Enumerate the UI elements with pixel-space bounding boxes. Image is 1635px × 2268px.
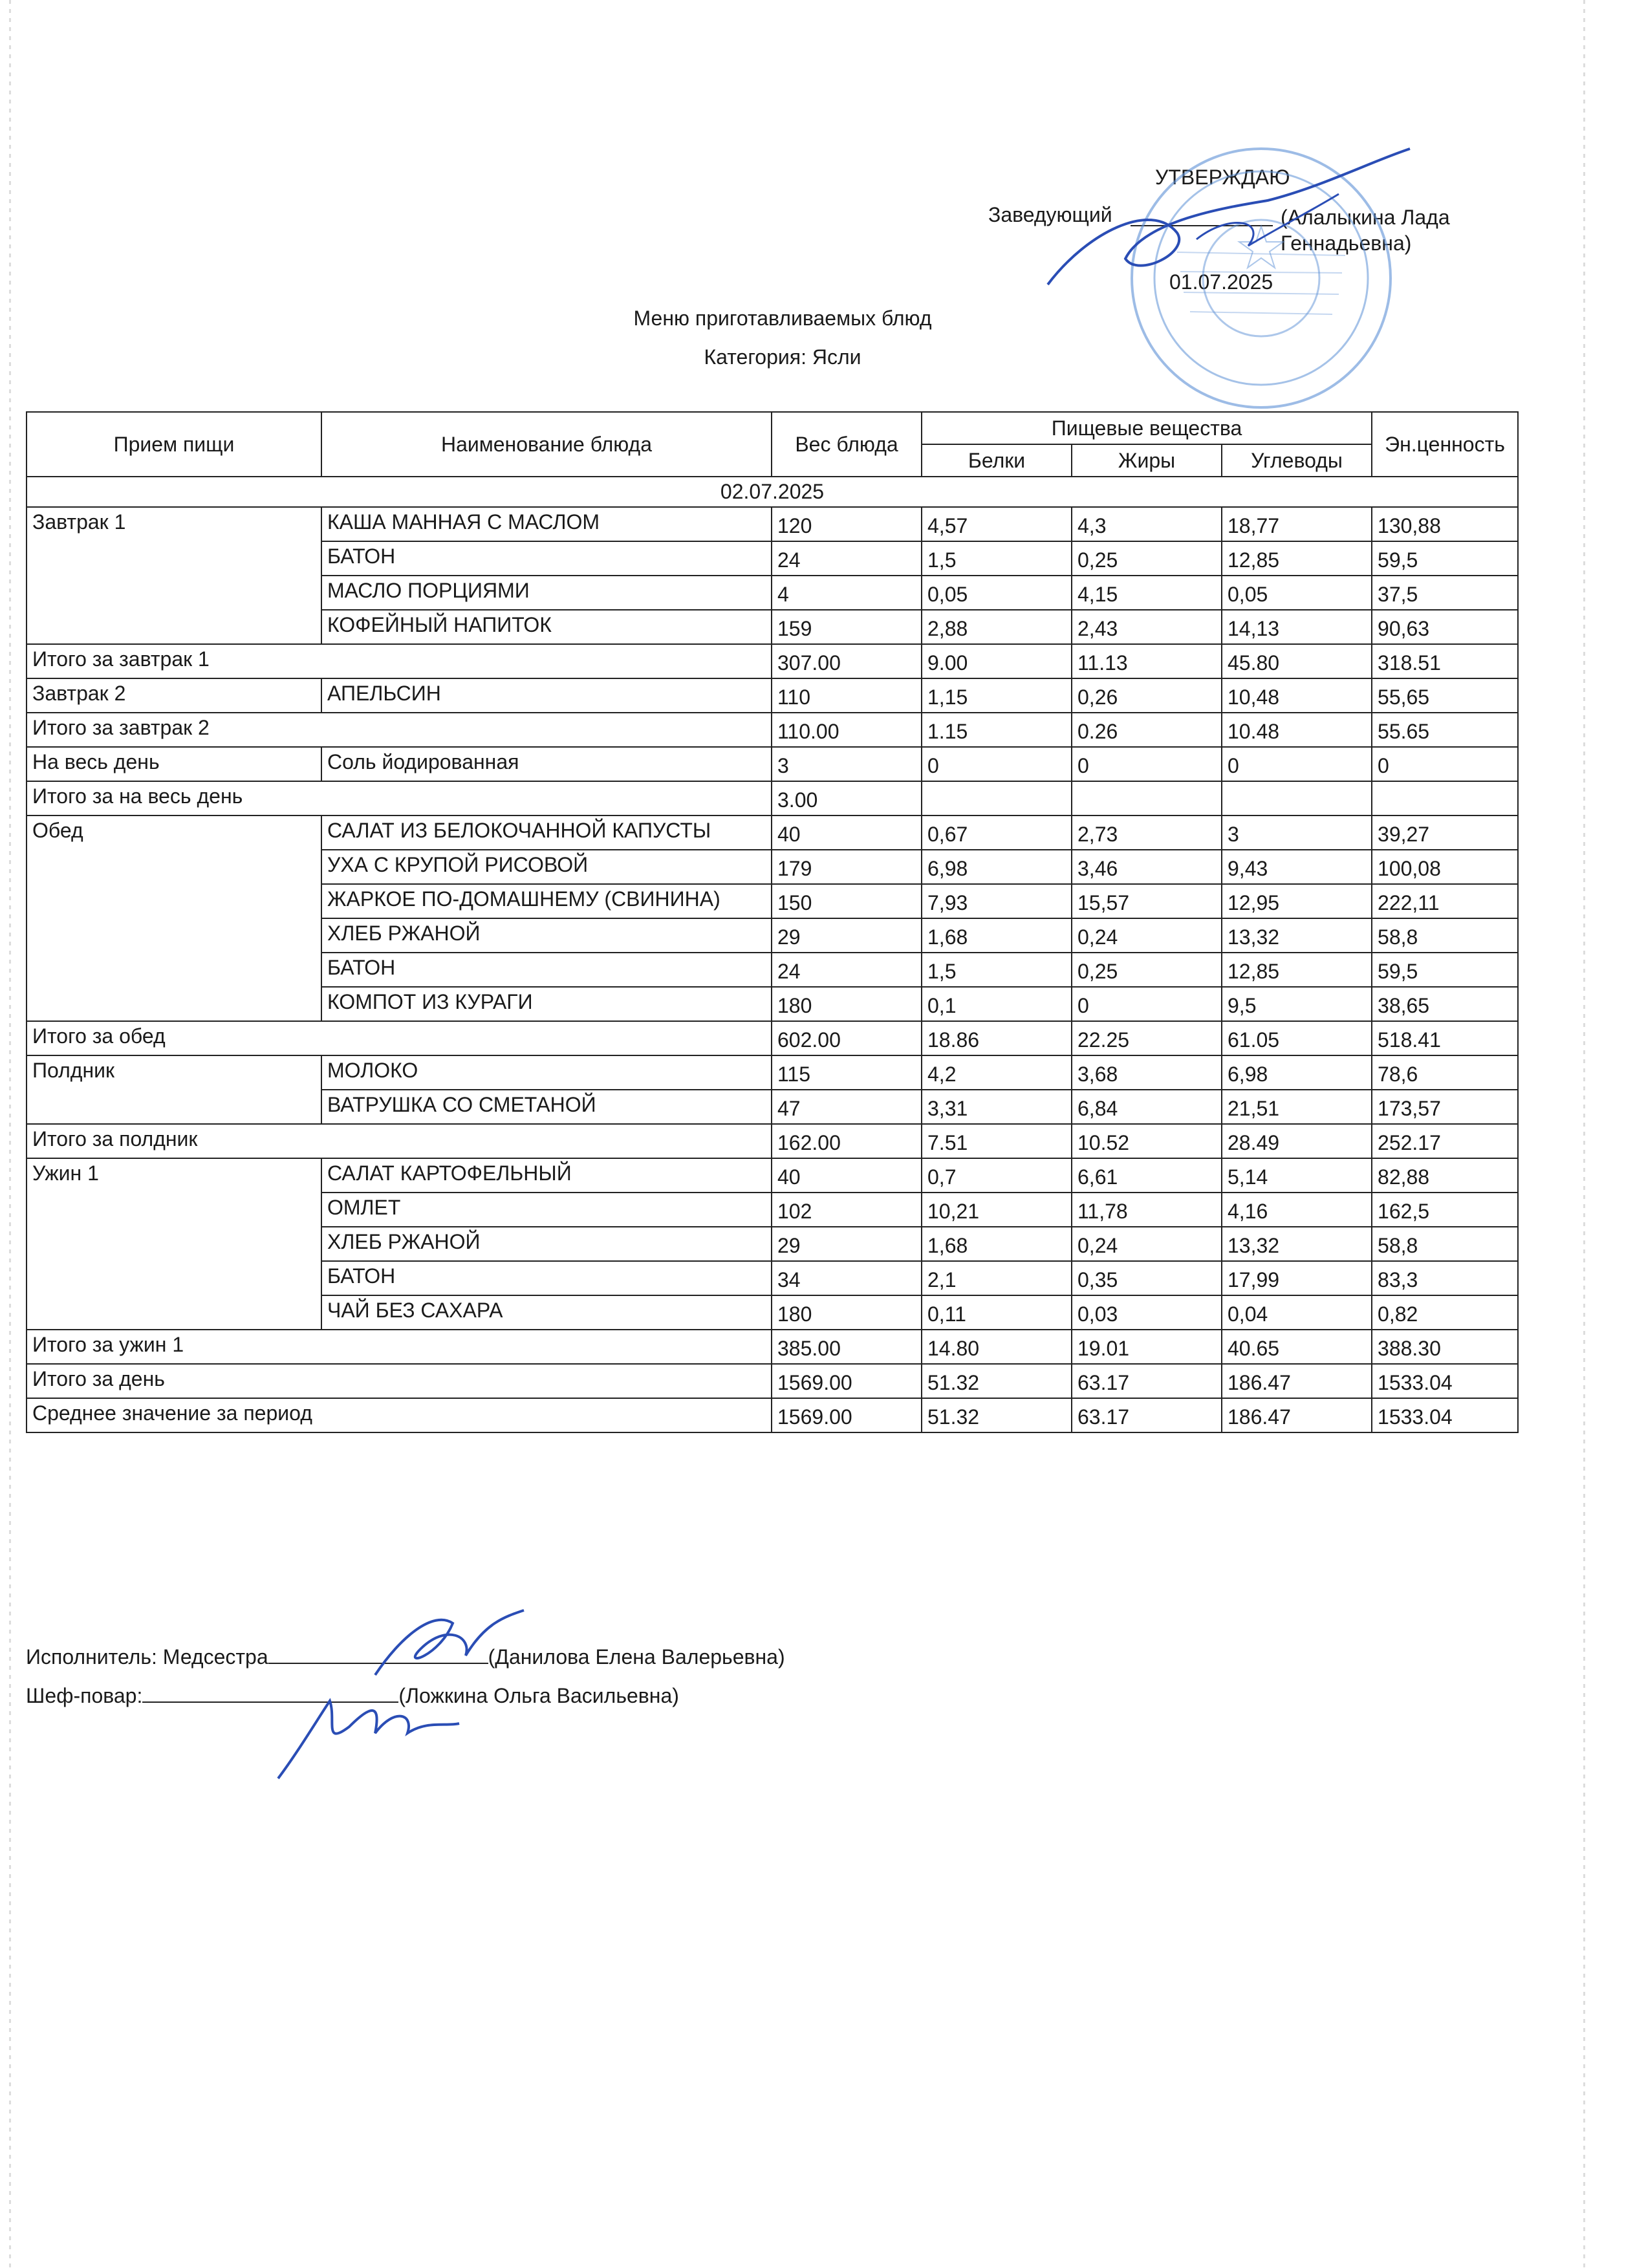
- carbs-cell: 6,98: [1222, 1055, 1372, 1090]
- executor-label: Исполнитель: Медсестра: [26, 1645, 268, 1669]
- approval-name: (Алалыкина Лада Геннадьевна): [1281, 206, 1450, 255]
- meal-cell: Завтрак 1: [27, 507, 321, 644]
- weight-total-cell: 307.00: [772, 644, 922, 678]
- total-row: [27, 1021, 1518, 1055]
- fat-cell: 11,78: [1072, 1193, 1222, 1227]
- executor-name: (Данилова Елена Валерьевна): [488, 1645, 785, 1669]
- carbs-cell: 12,85: [1222, 541, 1372, 576]
- protein-cell: 1,15: [922, 678, 1072, 713]
- carbs-cell: 21,51: [1222, 1090, 1372, 1124]
- dish-cell: ХЛЕБ РЖАНОЙ: [321, 918, 772, 953]
- approval-position: Заведующий: [988, 203, 1112, 226]
- protein-cell: 4,2: [922, 1055, 1072, 1090]
- total-row: [27, 1330, 1518, 1364]
- carbs-total-cell: 45.80: [1222, 644, 1372, 678]
- document-title: Меню приготавливаемых блюд: [633, 307, 932, 330]
- carbs-cell: 0: [1222, 747, 1372, 781]
- protein-total-cell: [922, 781, 1072, 815]
- energy-cell: 58,8: [1372, 1227, 1518, 1261]
- energy-cell: 58,8: [1372, 918, 1518, 953]
- table-row: [27, 1158, 1518, 1193]
- fat-total-cell: 10.52: [1072, 1124, 1222, 1158]
- energy-cell: 0: [1372, 747, 1518, 781]
- protein-cell: 0,67: [922, 815, 1072, 850]
- weight-cell: 29: [772, 918, 922, 953]
- meal-cell: Обед: [27, 815, 321, 1021]
- energy-cell: 78,6: [1372, 1055, 1518, 1090]
- protein-cell: 0,05: [922, 576, 1072, 610]
- protein-total-cell: 51.32: [922, 1364, 1072, 1398]
- dish-cell: ОМЛЕТ: [321, 1193, 772, 1227]
- protein-cell: 1,5: [922, 953, 1072, 987]
- energy-total-cell: 1533.04: [1372, 1398, 1518, 1432]
- total-label-cell: Итого за завтрак 2: [27, 713, 772, 747]
- header-dish: Наименование блюда: [321, 412, 772, 477]
- protein-cell: 7,93: [922, 884, 1072, 918]
- energy-total-cell: [1372, 781, 1518, 815]
- chef-signature: [272, 1662, 466, 1791]
- energy-cell: 82,88: [1372, 1158, 1518, 1193]
- dish-cell: УХА С КРУПОЙ РИСОВОЙ: [321, 850, 772, 884]
- weight-cell: 159: [772, 610, 922, 644]
- weight-cell: 115: [772, 1055, 922, 1090]
- protein-cell: 1,68: [922, 1227, 1072, 1261]
- energy-cell: 0,82: [1372, 1295, 1518, 1330]
- fat-cell: 6,84: [1072, 1090, 1222, 1124]
- fat-cell: 0: [1072, 747, 1222, 781]
- weight-cell: 110: [772, 678, 922, 713]
- dish-cell: ЖАРКОЕ ПО-ДОМАШНЕМУ (СВИНИНА): [321, 884, 772, 918]
- protein-cell: 2,88: [922, 610, 1072, 644]
- table-row: [27, 1055, 1518, 1090]
- weight-total-cell: 1569.00: [772, 1364, 922, 1398]
- header-meal: Прием пищи: [27, 412, 321, 477]
- table-row: [27, 507, 1518, 541]
- dish-cell: ЧАЙ БЕЗ САХАРА: [321, 1295, 772, 1330]
- energy-cell: 83,3: [1372, 1261, 1518, 1295]
- fat-total-cell: 19.01: [1072, 1330, 1222, 1364]
- carbs-cell: 5,14: [1222, 1158, 1372, 1193]
- scan-edge-right: [1583, 0, 1585, 2268]
- weight-cell: 24: [772, 541, 922, 576]
- protein-total-cell: 14.80: [922, 1330, 1072, 1364]
- weight-cell: 47: [772, 1090, 922, 1124]
- total-row: [27, 1124, 1518, 1158]
- dish-cell: ВАТРУШКА СО СМЕТАНОЙ: [321, 1090, 772, 1124]
- meal-cell: Полдник: [27, 1055, 321, 1124]
- fat-cell: 0,25: [1072, 541, 1222, 576]
- table-row: [27, 815, 1518, 850]
- carbs-cell: 18,77: [1222, 507, 1372, 541]
- protein-cell: 0: [922, 747, 1072, 781]
- fat-cell: 4,3: [1072, 507, 1222, 541]
- energy-cell: 39,27: [1372, 815, 1518, 850]
- total-row: [27, 644, 1518, 678]
- carbs-total-cell: 28.49: [1222, 1124, 1372, 1158]
- carbs-total-cell: 186.47: [1222, 1398, 1372, 1432]
- dish-cell: БАТОН: [321, 953, 772, 987]
- dish-cell: САЛАТ ИЗ БЕЛОКОЧАННОЙ КАПУСТЫ: [321, 815, 772, 850]
- period-average-row: [27, 1398, 1518, 1432]
- fat-cell: 0,03: [1072, 1295, 1222, 1330]
- meal-cell: Завтрак 2: [27, 678, 321, 713]
- energy-cell: 37,5: [1372, 576, 1518, 610]
- weight-total-cell: 1569.00: [772, 1398, 922, 1432]
- carbs-total-cell: 186.47: [1222, 1364, 1372, 1398]
- dish-cell: АПЕЛЬСИН: [321, 678, 772, 713]
- total-label-cell: Итого за на весь день: [27, 781, 772, 815]
- carbs-cell: 3: [1222, 815, 1372, 850]
- energy-total-cell: 318.51: [1372, 644, 1518, 678]
- fat-cell: 3,68: [1072, 1055, 1222, 1090]
- weight-cell: 180: [772, 987, 922, 1021]
- weight-cell: 179: [772, 850, 922, 884]
- protein-cell: 10,21: [922, 1193, 1072, 1227]
- weight-total-cell: 385.00: [772, 1330, 922, 1364]
- protein-total-cell: 51.32: [922, 1398, 1072, 1432]
- header-nutrients: Пищевые вещества: [922, 412, 1372, 444]
- carbs-cell: 12,85: [1222, 953, 1372, 987]
- energy-cell: 100,08: [1372, 850, 1518, 884]
- energy-total-cell: 388.30: [1372, 1330, 1518, 1364]
- energy-cell: 59,5: [1372, 953, 1518, 987]
- total-label-cell: Среднее значение за период: [27, 1398, 772, 1432]
- fat-cell: 4,15: [1072, 576, 1222, 610]
- fat-total-cell: 11.13: [1072, 644, 1222, 678]
- dish-cell: Соль йодированная: [321, 747, 772, 781]
- weight-total-cell: 602.00: [772, 1021, 922, 1055]
- fat-cell: 6,61: [1072, 1158, 1222, 1193]
- weight-cell: 4: [772, 576, 922, 610]
- protein-cell: 0,7: [922, 1158, 1072, 1193]
- energy-cell: 222,11: [1372, 884, 1518, 918]
- dish-cell: КОФЕЙНЫЙ НАПИТОК: [321, 610, 772, 644]
- carbs-cell: 0,05: [1222, 576, 1372, 610]
- protein-cell: 0,11: [922, 1295, 1072, 1330]
- carbs-total-cell: 40.65: [1222, 1330, 1372, 1364]
- weight-cell: 3: [772, 747, 922, 781]
- document-category: Категория: Ясли: [704, 345, 861, 369]
- carbs-total-cell: 10.48: [1222, 713, 1372, 747]
- fat-cell: 2,43: [1072, 610, 1222, 644]
- energy-total-cell: 1533.04: [1372, 1364, 1518, 1398]
- dish-cell: МАСЛО ПОРЦИЯМИ: [321, 576, 772, 610]
- chef-name: (Ложкина Ольга Васильевна): [398, 1684, 679, 1707]
- energy-total-cell: 55.65: [1372, 713, 1518, 747]
- day-total-row: [27, 1364, 1518, 1398]
- carbs-cell: 0,04: [1222, 1295, 1372, 1330]
- table-row: [27, 747, 1518, 781]
- weight-cell: 40: [772, 1158, 922, 1193]
- header-protein: Белки: [922, 444, 1072, 477]
- carbs-total-cell: [1222, 781, 1372, 815]
- total-label-cell: Итого за ужин 1: [27, 1330, 772, 1364]
- total-label-cell: Итого за завтрак 1: [27, 644, 772, 678]
- fat-total-cell: [1072, 781, 1222, 815]
- weight-cell: 180: [772, 1295, 922, 1330]
- menu-table-body: [27, 477, 1518, 1432]
- protein-cell: 3,31: [922, 1090, 1072, 1124]
- weight-cell: 24: [772, 953, 922, 987]
- fat-cell: 2,73: [1072, 815, 1222, 850]
- header-energy: Эн.ценность: [1372, 412, 1518, 477]
- protein-cell: 6,98: [922, 850, 1072, 884]
- total-label-cell: Итого за день: [27, 1364, 772, 1398]
- approval-date: 01.07.2025: [1169, 270, 1273, 294]
- carbs-total-cell: 61.05: [1222, 1021, 1372, 1055]
- fat-cell: 0: [1072, 987, 1222, 1021]
- carbs-cell: 12,95: [1222, 884, 1372, 918]
- dish-cell: БАТОН: [321, 541, 772, 576]
- meal-cell: Ужин 1: [27, 1158, 321, 1330]
- weight-total-cell: 162.00: [772, 1124, 922, 1158]
- dish-cell: МОЛОКО: [321, 1055, 772, 1090]
- energy-cell: 173,57: [1372, 1090, 1518, 1124]
- dish-cell: БАТОН: [321, 1261, 772, 1295]
- protein-cell: 4,57: [922, 507, 1072, 541]
- header-fat: Жиры: [1072, 444, 1222, 477]
- table-row: [27, 678, 1518, 713]
- menu-date-row: 02.07.2025: [27, 477, 1518, 507]
- carbs-cell: 17,99: [1222, 1261, 1372, 1295]
- weight-total-cell: 3.00: [772, 781, 922, 815]
- energy-cell: 162,5: [1372, 1193, 1518, 1227]
- approval-heading: УТВЕРЖДАЮ: [1155, 166, 1290, 189]
- carbs-cell: 9,5: [1222, 987, 1372, 1021]
- scan-edge-left: [9, 0, 11, 2268]
- fat-total-cell: 63.17: [1072, 1398, 1222, 1432]
- energy-cell: 59,5: [1372, 541, 1518, 576]
- fat-total-cell: 63.17: [1072, 1364, 1222, 1398]
- total-row: [27, 713, 1518, 747]
- energy-cell: 55,65: [1372, 678, 1518, 713]
- energy-total-cell: 518.41: [1372, 1021, 1518, 1055]
- protein-total-cell: 1.15: [922, 713, 1072, 747]
- fat-cell: 0,35: [1072, 1261, 1222, 1295]
- fat-cell: 0,24: [1072, 1227, 1222, 1261]
- carbs-cell: 9,43: [1222, 850, 1372, 884]
- protein-total-cell: 18.86: [922, 1021, 1072, 1055]
- weight-cell: 102: [772, 1193, 922, 1227]
- total-row: [27, 781, 1518, 815]
- fat-total-cell: 22.25: [1072, 1021, 1222, 1055]
- energy-cell: 130,88: [1372, 507, 1518, 541]
- protein-cell: 1,68: [922, 918, 1072, 953]
- protein-cell: 2,1: [922, 1261, 1072, 1295]
- dish-cell: КОМПОТ ИЗ КУРАГИ: [321, 987, 772, 1021]
- carbs-cell: 10,48: [1222, 678, 1372, 713]
- chef-label: Шеф-повар:: [26, 1684, 143, 1707]
- energy-cell: 90,63: [1372, 610, 1518, 644]
- protein-total-cell: 7.51: [922, 1124, 1072, 1158]
- weight-cell: 34: [772, 1261, 922, 1295]
- fat-cell: 0,24: [1072, 918, 1222, 953]
- total-label-cell: Итого за полдник: [27, 1124, 772, 1158]
- total-label-cell: Итого за обед: [27, 1021, 772, 1055]
- dish-cell: КАША МАННАЯ С МАСЛОМ: [321, 507, 772, 541]
- fat-cell: 3,46: [1072, 850, 1222, 884]
- weight-cell: 40: [772, 815, 922, 850]
- fat-total-cell: 0.26: [1072, 713, 1222, 747]
- fat-cell: 15,57: [1072, 884, 1222, 918]
- energy-total-cell: 252.17: [1372, 1124, 1518, 1158]
- carbs-cell: 4,16: [1222, 1193, 1372, 1227]
- carbs-cell: 14,13: [1222, 610, 1372, 644]
- protein-total-cell: 9.00: [922, 644, 1072, 678]
- dish-cell: САЛАТ КАРТОФЕЛЬНЫЙ: [321, 1158, 772, 1193]
- weight-cell: 29: [772, 1227, 922, 1261]
- head-signature: [1035, 142, 1423, 310]
- weight-cell: 150: [772, 884, 922, 918]
- meal-cell: На весь день: [27, 747, 321, 781]
- menu-table: [26, 411, 1519, 1433]
- protein-cell: 1,5: [922, 541, 1072, 576]
- energy-cell: 38,65: [1372, 987, 1518, 1021]
- protein-cell: 0,1: [922, 987, 1072, 1021]
- carbs-cell: 13,32: [1222, 918, 1372, 953]
- weight-cell: 120: [772, 507, 922, 541]
- fat-cell: 0,25: [1072, 953, 1222, 987]
- fat-cell: 0,26: [1072, 678, 1222, 713]
- dish-cell: ХЛЕБ РЖАНОЙ: [321, 1227, 772, 1261]
- header-carbs: Углеводы: [1222, 444, 1372, 477]
- header-weight: Вес блюда: [772, 412, 922, 477]
- carbs-cell: 13,32: [1222, 1227, 1372, 1261]
- weight-total-cell: 110.00: [772, 713, 922, 747]
